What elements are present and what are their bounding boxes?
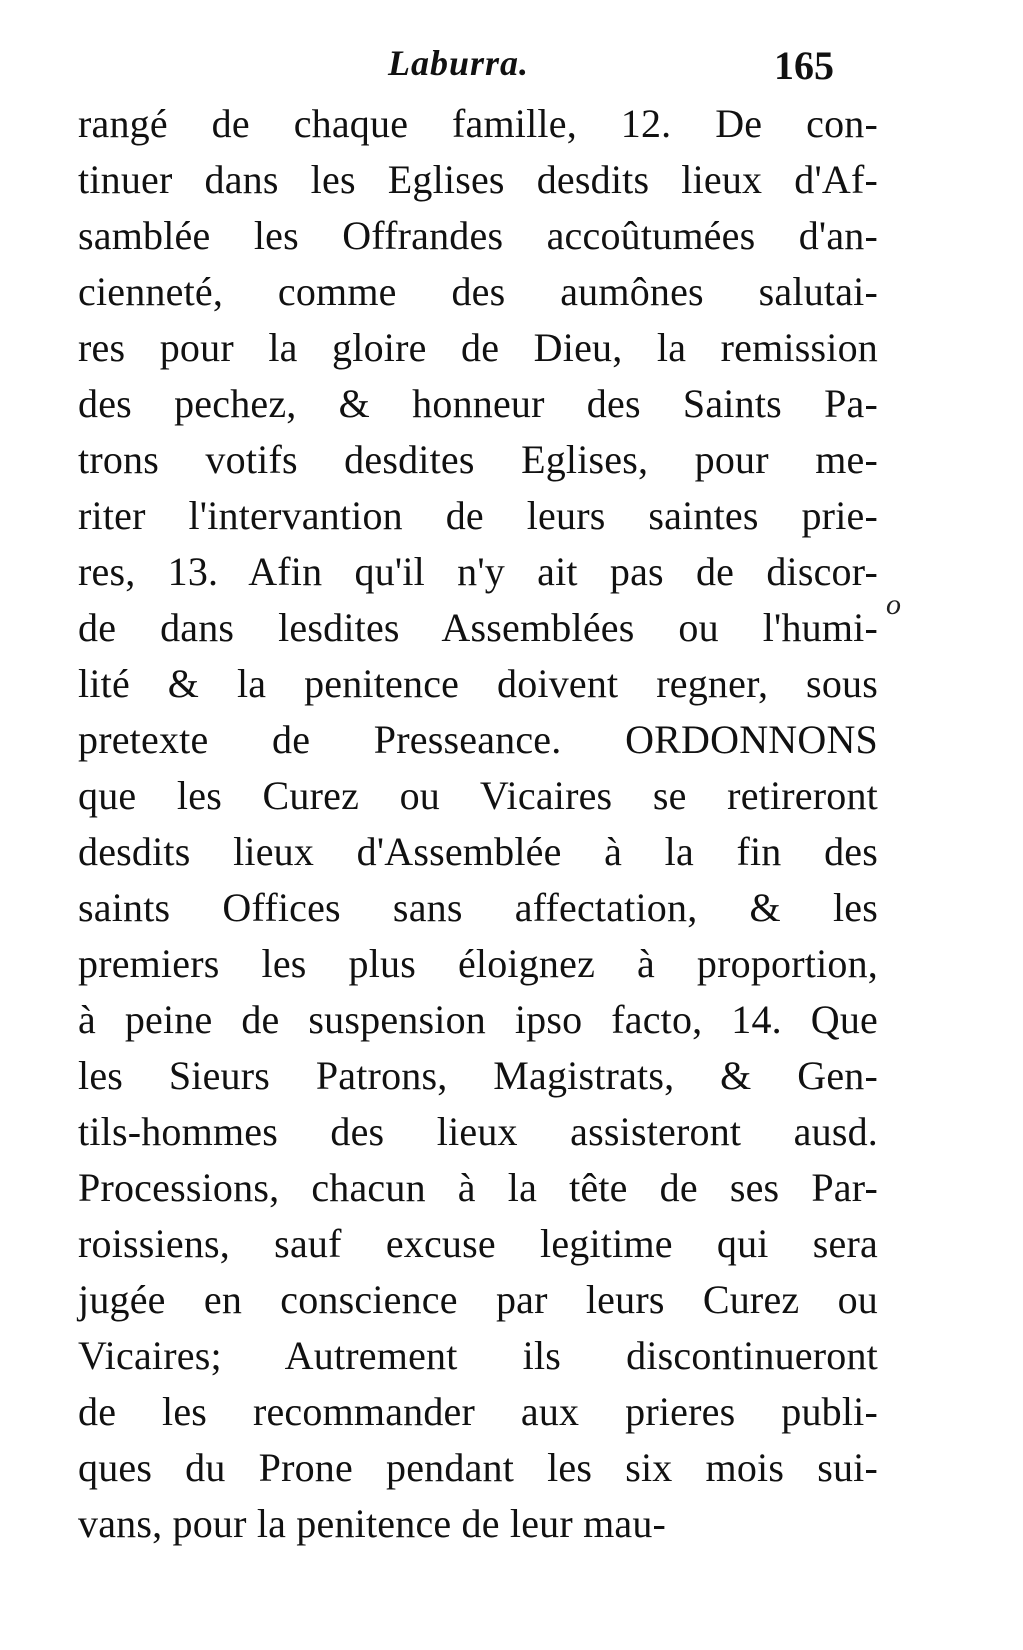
text-line: riter l'intervantion de leurs saintes prie- [78, 493, 878, 538]
text-line: jugée en conscience par leurs Curez ou [78, 1277, 878, 1322]
text-line: vans, pour la penitence de leur mau- [78, 1501, 667, 1546]
text-line: Vicaires; Autrement ils discontinueront [78, 1333, 878, 1378]
text-line: rangé de chaque famille, 12. De con- [78, 101, 878, 146]
text-line: tinuer dans les Eglises desdits lieux d'Af- [78, 157, 878, 202]
text-line: tils-hommes des lieux assisteront ausd. [78, 1109, 878, 1154]
text-line: saints Offices sans affectation, & les [78, 885, 878, 930]
text-line: que les Curez ou Vicaires se retireront [78, 773, 878, 818]
text-line: Processions, chacun à la tête de ses Par- [78, 1165, 878, 1210]
text-line: trons votifs desdites Eglises, pour me- [78, 437, 878, 482]
margin-mark: o [886, 588, 901, 621]
text-line: lité & la penitence doivent regner, sous [78, 661, 878, 706]
text-line: samblée les Offrandes accoûtumées d'an- [78, 213, 878, 258]
text-line: les Sieurs Patrons, Magistrats, & Gen- [78, 1053, 878, 1098]
text-line: à peine de suspension ipso facto, 14. Que [78, 997, 878, 1042]
body-text [78, 96, 878, 1552]
running-head: Laburra. [388, 43, 530, 83]
text-line: res, 13. Afin qu'il n'y ait pas de discor- [78, 549, 878, 594]
text-line: des pechez, & honneur des Saints Pa- [78, 381, 878, 426]
page-number: 165 [774, 43, 834, 88]
text-line: ques du Prone pendant les six mois sui- [78, 1445, 878, 1490]
text-line: de les recommander aux prieres publi- [78, 1389, 878, 1434]
text-line: res pour la gloire de Dieu, la remission [78, 325, 878, 370]
text-line: de dans lesdites Assemblées ou l'humi- [78, 605, 878, 650]
text-line: roissiens, sauf excuse legitime qui sera [78, 1221, 878, 1266]
text-line: premiers les plus éloignez à proportion, [78, 941, 878, 986]
text-line: desdits lieux d'Assemblée à la fin des [78, 829, 878, 874]
text-line: pretexte de Presseance. ORDONNONS [78, 717, 878, 762]
text-line: cienneté, comme des aumônes salutai- [78, 269, 878, 314]
